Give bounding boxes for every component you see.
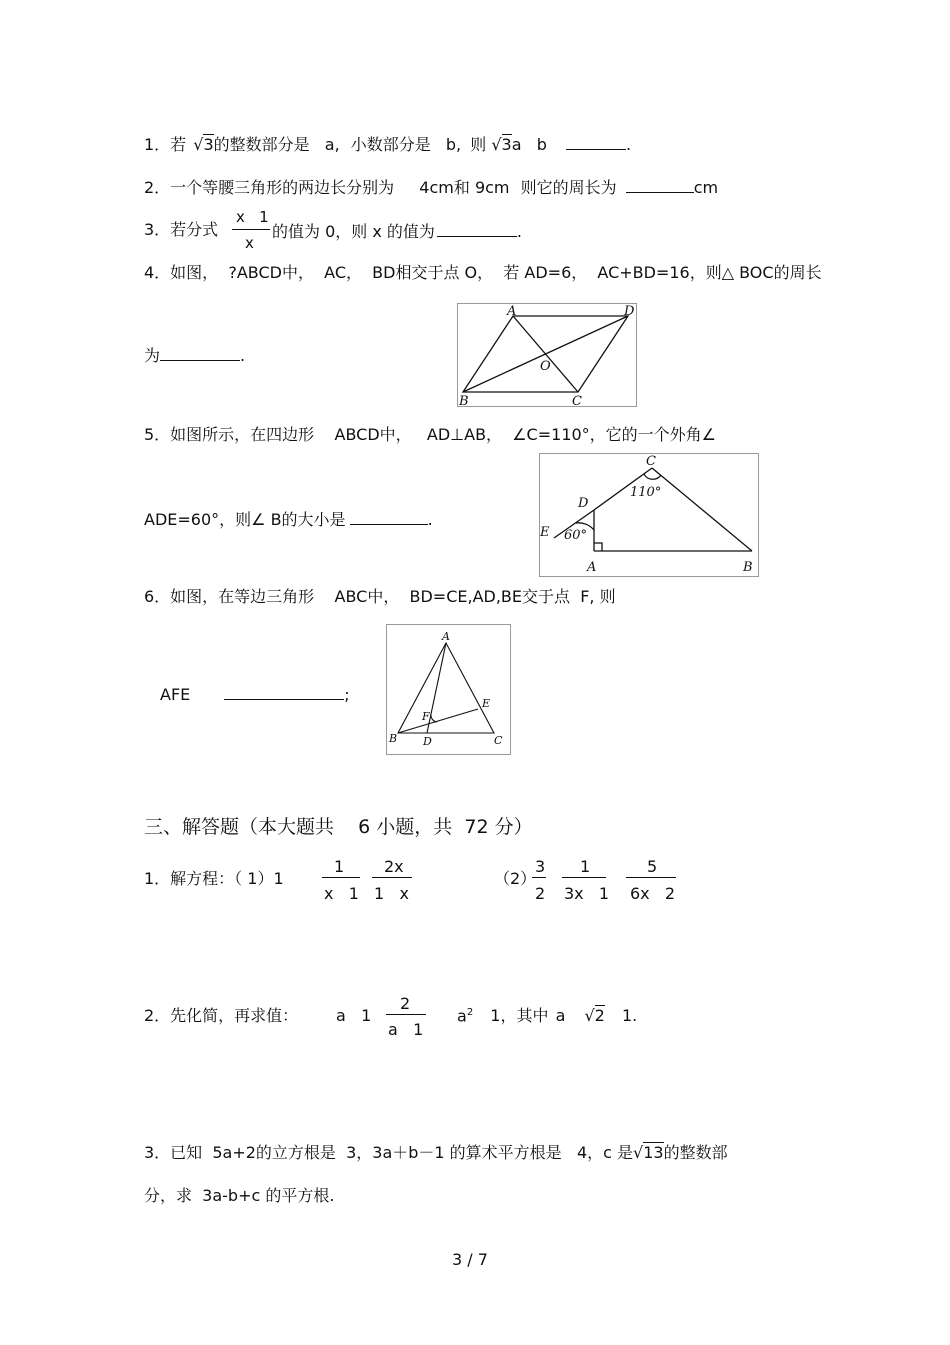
q1-a: a,: [324, 135, 340, 154]
question-3-text: [272, 222, 522, 240]
q1-prefix: 1．若: [144, 135, 187, 154]
label-o: O: [540, 359, 551, 374]
sqrt-3-radicand: 3: [203, 135, 214, 154]
sqrt-13: √13: [633, 1143, 664, 1162]
question-6-line-1: 6．如图，在等边三角形 ABC中， BD=CE,AD,BE交于点 F, 则: [144, 587, 616, 606]
p3-text-1: 3．已知 5a+2的立方根是 3，3a＋b－1 的算术平方根是 4，c 是: [144, 1143, 634, 1162]
sqrt-3b-radicand: 3: [501, 135, 512, 154]
angle-f-arc: [431, 714, 437, 722]
question-4-line-1: 4．如图， ?ABCD中， AC， BD相交于点 O， 若 AD=6， AC+BD=16，则△ BOC的周长: [144, 263, 822, 282]
q5-text: ADE=60°，则∠ B的大小是: [144, 510, 346, 529]
label-d: D: [578, 496, 589, 511]
right-angle-mark: [594, 543, 602, 551]
segment-be: [398, 709, 478, 733]
label-c: C: [494, 734, 503, 747]
p1-g3-den: 6x 2: [630, 884, 676, 903]
p1-frac2-num: 2x: [384, 857, 404, 876]
q3-numerator: x 1: [236, 208, 269, 226]
label-angle-d: 60°: [564, 528, 588, 543]
answer-blank[interactable]: [160, 346, 240, 361]
q1-end: .: [626, 135, 632, 154]
figure-equilateral-triangle: [386, 624, 511, 755]
q2-prefix: 2．一个等腰三角形的两边长分别为: [144, 178, 395, 197]
label-angle-c: 110°: [630, 485, 662, 500]
triangle-abc: [398, 643, 494, 733]
p2-a-plus-1: a 1: [336, 1006, 372, 1025]
q3-fraction-bar: [232, 229, 270, 230]
label-e: E: [482, 697, 491, 710]
q2-value-1: 4cm和: [419, 178, 470, 197]
label-b: B: [459, 394, 469, 406]
problem-1-label: 1．解方程：（ 1）1: [144, 869, 284, 888]
label-a: A: [507, 304, 517, 319]
q3-end: .: [516, 222, 523, 241]
problem-3-line-2: 分，求 3a-b+c 的平方根.: [144, 1186, 335, 1205]
label-e: E: [540, 525, 550, 540]
q6-angle-name: AFE: [160, 685, 191, 704]
q6-end: ;: [344, 685, 350, 704]
q1-expr: a b: [511, 135, 547, 154]
q2-text: 则它的周长为: [520, 178, 617, 197]
answer-blank[interactable]: [566, 135, 626, 150]
q4-end: .: [240, 346, 246, 365]
p2-text: 1，其中: [490, 1006, 549, 1026]
sqrt-3b: √3: [491, 135, 512, 154]
sqrt-13-radicand: 13: [643, 1143, 664, 1162]
label-b: B: [389, 732, 398, 745]
p1-g1-den: 2: [535, 884, 546, 903]
angle-c-arc: [644, 474, 661, 479]
label-c: C: [572, 394, 582, 406]
sqrt-3: √3: [193, 135, 214, 154]
side-cb: [652, 468, 752, 551]
p2-a: a: [457, 1006, 467, 1026]
figure-quadrilateral: [539, 453, 759, 577]
q4-prefix: 为: [144, 346, 161, 365]
section-3-title: 三、解答题（本大题共 6 小题，共 72 分）: [144, 816, 533, 838]
label-d: D: [624, 304, 635, 319]
answer-blank[interactable]: [224, 685, 344, 700]
q2-value-2: 9cm: [474, 178, 510, 197]
answer-blank[interactable]: [626, 178, 694, 193]
label-d: D: [423, 735, 432, 748]
p2-tail: 1.: [621, 1006, 638, 1026]
question-3-prefix: 3．若分式: [144, 220, 219, 239]
p1-frac1-bar: [322, 877, 360, 878]
page-number: 3 / 7: [452, 1250, 488, 1269]
q3-text: 的值为 0，则 x 的值为: [272, 222, 435, 241]
p1-frac1-num: 1: [334, 857, 345, 876]
label-b: B: [743, 560, 753, 575]
p1-frac2-bar: [372, 877, 412, 878]
problem-1-part-2-label: （2）: [494, 869, 537, 888]
question-6-line-2: [160, 685, 350, 703]
question-4-line-2: [144, 346, 245, 364]
p2-frac-num: 2: [400, 994, 411, 1013]
label-a: A: [587, 560, 597, 575]
p1-g2-num: 1: [580, 857, 591, 876]
p2-a-value: a: [555, 1006, 566, 1026]
p1-g2-den: 3x 1: [564, 884, 610, 903]
p3-text-2: 的整数部: [663, 1143, 728, 1162]
p1-g2-bar: [562, 877, 606, 878]
figure-parallelogram: [457, 303, 637, 407]
p1-g1-num: 3: [535, 857, 546, 876]
label-a: A: [442, 630, 450, 643]
p2-a-squared: [457, 1008, 637, 1024]
p1-frac2-den: 1 x: [374, 884, 409, 903]
q2-unit: cm: [693, 178, 719, 197]
question-2: [144, 178, 718, 196]
q1-b: b,: [445, 135, 462, 154]
p2-frac-bar: [386, 1014, 426, 1015]
q3-denominator: x: [245, 234, 254, 252]
sqrt-2: √2: [584, 1006, 605, 1026]
label-f: F: [422, 710, 430, 723]
p1-g1-bar: [532, 877, 546, 878]
problem-3-line-1: [144, 1145, 728, 1161]
q1-text-2: 小数部分是: [350, 135, 431, 154]
p2-exponent: 2: [466, 1007, 474, 1018]
q1-text-1: 的整数部分是: [213, 135, 310, 154]
p1-g3-num: 5: [647, 857, 658, 876]
answer-blank[interactable]: [437, 222, 517, 237]
p1-frac1-den: x 1: [324, 884, 359, 903]
question-1: [144, 135, 631, 153]
sqrt-2-radicand: 2: [594, 1006, 605, 1026]
answer-blank[interactable]: [350, 510, 428, 525]
q1-text-3: 则: [470, 135, 487, 154]
p2-frac-den: a 1: [388, 1020, 424, 1039]
question-5-line-1: 5．如图所示，在四边形 ABCD中， AD⊥AB， ∠C=110°，它的一个外角∠: [144, 425, 717, 444]
p1-g3-bar: [626, 877, 676, 878]
problem-2-label: 2．先化简，再求值：: [144, 1006, 299, 1025]
label-c: C: [646, 454, 656, 469]
q5-end: .: [427, 510, 433, 529]
question-5-line-2: [144, 510, 433, 528]
